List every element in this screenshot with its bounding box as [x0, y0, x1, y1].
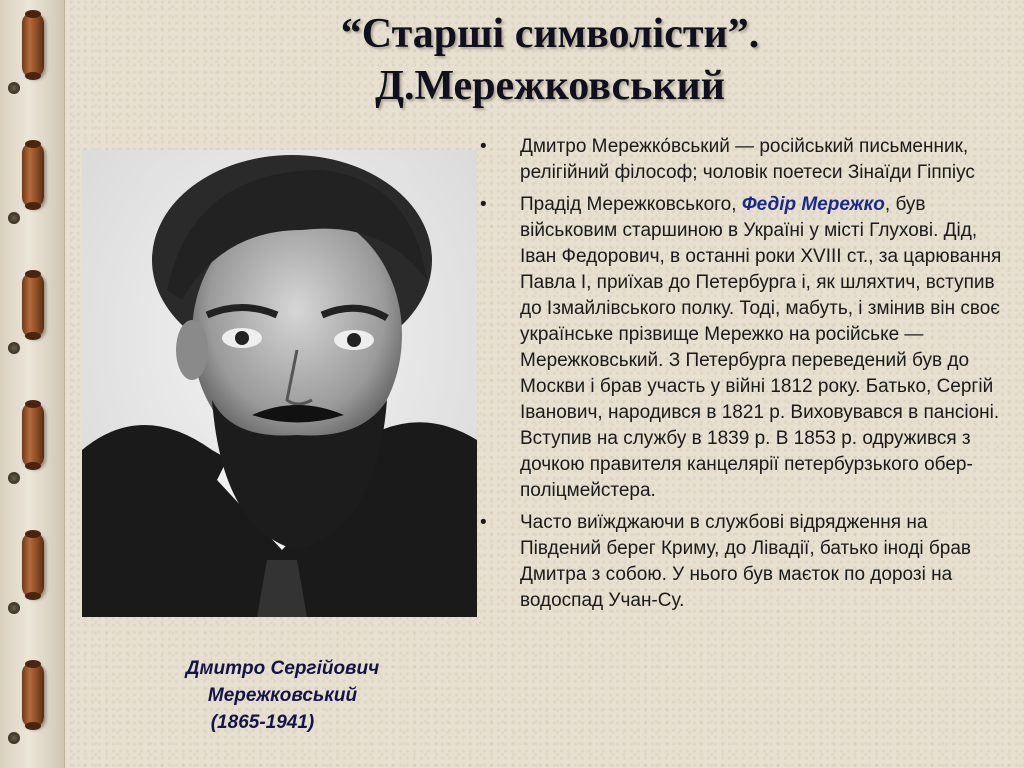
binder-ring [22, 272, 44, 338]
binder-hole [8, 342, 20, 354]
bullet-list [480, 134, 1010, 620]
bullet-text-before: Прадід Мережковського, [520, 194, 742, 215]
binder-hole [8, 472, 20, 484]
binder-ring [22, 142, 44, 208]
bullet-text: Часто виїжджаючи в службові відрядження на Південий берег Криму, до Лівадії, батько іноді брав Дмитра з собою. У нього був маєток по дорозі на водоспад Учан-Су. [520, 512, 972, 611]
binder-ring [22, 532, 44, 598]
bullet-icon: • [480, 512, 487, 533]
portrait-caption [150, 655, 415, 736]
slide-title-line2: Д.Мережковський [375, 63, 725, 109]
slide-title [140, 8, 960, 112]
portrait-photo [82, 150, 477, 617]
bullet-item [480, 192, 1010, 504]
binder-hole [8, 602, 20, 614]
bullet-item [480, 134, 1010, 186]
portrait-icon [82, 150, 477, 617]
caption-name-line1: Дмитро Сергійович [185, 658, 380, 679]
binder-hole [8, 82, 20, 94]
highlighted-name: Федір Мережко [741, 194, 885, 215]
binder-ring [22, 662, 44, 728]
bullet-icon: • [480, 136, 487, 157]
caption-dates: (1865-1941) [210, 712, 315, 733]
slide-title-line1: “Старші символісти”. [340, 11, 760, 57]
binder-hole [8, 212, 20, 224]
binder-ring [22, 12, 44, 78]
bullet-text: Дмитро Мережко́вський — російський письменник, релігійний філософ; чоловік поетеси Зінаїди Гіппіус [520, 136, 975, 183]
binder-ring [22, 402, 44, 468]
bullet-icon: • [480, 194, 487, 215]
binder-strip [0, 0, 65, 768]
caption-name-line2: Мережковський [207, 685, 358, 706]
bullet-text-after: , був військовим старшиною в Україні у місті Глухові. Дід, Іван Федорович, в останні роки XVIII ст., за царювання Павла І, приїхав до Петербурга і, як шляхтич, вступив до Ізмайлівського полку. Тоді, мабуть, і змінив він своє українське прізвище Мережко на російське — Мережковський. З Петербурга переведений був до Москви і брав участь у війні 1812 року. Батько, Сергій Іванович, народився в 1821 р. Виховувався в пансіоні. Вступив на службу в 1839 р. В 1853 р. одружився з дочкою правителя канцелярії петербурзького обер-поліцмейстера. [520, 194, 1002, 501]
bullet-item [480, 510, 1010, 614]
binder-hole [8, 732, 20, 744]
